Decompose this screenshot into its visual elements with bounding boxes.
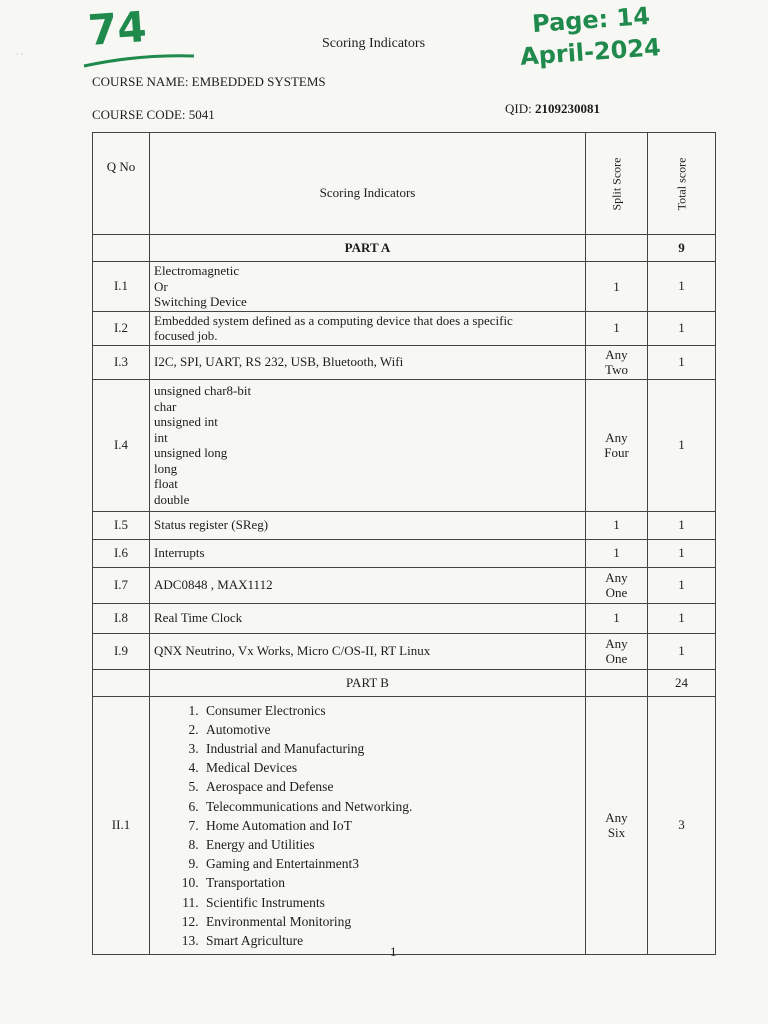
list-item: 4. Medical Devices (202, 758, 581, 777)
scoring-indicator (150, 311, 586, 345)
page-number: 1 (390, 944, 397, 959)
part-a-split-blank (586, 235, 648, 262)
header-total-label: Total score (674, 157, 689, 210)
scoring-indicator (150, 696, 586, 955)
list-item: 11. Scientific Instruments (202, 893, 581, 912)
indicator-line: focused job. (154, 328, 218, 343)
indicator-line: Status register (SReg) (154, 517, 269, 533)
split-line: Two (605, 362, 628, 377)
document-title: Scoring Indicators (322, 36, 426, 51)
list-item: 1. Consumer Electronics (202, 701, 581, 720)
list-item: 2. Automotive (202, 720, 581, 739)
question-number: I.7 (93, 567, 150, 603)
total-score: 1 (648, 262, 716, 312)
question-number: I.3 (93, 345, 150, 379)
handwritten-mark: 74 (86, 2, 149, 55)
indicator-line: unsigned int (154, 414, 218, 429)
total-score: 1 (648, 633, 716, 669)
mark-underline-stroke (80, 52, 200, 72)
scoring-table (92, 132, 716, 955)
indicator-line: unsigned long (154, 445, 228, 460)
indicator-line: Interrupts (154, 545, 205, 561)
question-number: I.8 (93, 603, 150, 633)
split-line: 1 (613, 278, 620, 294)
table-row (93, 567, 716, 603)
total-score: 3 (648, 696, 716, 955)
split-line: Any (605, 635, 628, 651)
part-a-blank (93, 235, 150, 262)
indicator-line: double (154, 491, 190, 507)
split-line: Any (605, 809, 628, 825)
scoring-indicator (150, 262, 586, 312)
scoring-indicator (150, 633, 586, 669)
split-score (586, 567, 648, 603)
question-number: I.2 (93, 311, 150, 345)
total-score: 1 (648, 539, 716, 567)
table-row (93, 262, 716, 312)
indicator-line: ADC0848 , MAX1112 (154, 577, 273, 593)
table-row (93, 379, 716, 511)
application-list (154, 701, 581, 951)
split-score (586, 633, 648, 669)
part-a-row (93, 235, 716, 262)
table-header-row (93, 133, 716, 235)
question-number: I.5 (93, 511, 150, 539)
indicator-line: Or (154, 278, 168, 294)
list-item: 8. Energy and Utilities (202, 835, 581, 854)
part-b-blank (93, 669, 150, 696)
course-code: COURSE CODE: 5041 (92, 107, 215, 122)
scoring-indicator (150, 539, 586, 567)
split-score (586, 262, 648, 312)
list-item: 3. Industrial and Manufacturing (202, 739, 581, 758)
split-score (586, 379, 648, 511)
total-score: 1 (648, 311, 716, 345)
indicator-line: Embedded system defined as a computing device that does a specific (154, 312, 513, 328)
split-line: One (605, 651, 628, 666)
question-number: II.1 (93, 696, 150, 955)
split-line: Four (604, 445, 629, 460)
scoring-indicator (150, 567, 586, 603)
part-b-split-blank (586, 669, 648, 696)
list-item: 7. Home Automation and IoT (202, 816, 581, 835)
handwritten-page-note: Page: 14 (531, 1, 651, 39)
split-score (586, 345, 648, 379)
indicator-line: long (154, 460, 178, 476)
list-item: 6. Telecommunications and Networking. (202, 797, 581, 816)
question-number: I.6 (93, 539, 150, 567)
split-line: 1 (613, 320, 620, 336)
total-score: 1 (648, 379, 716, 511)
split-line: Six (607, 825, 626, 841)
list-item: 12. Environmental Monitoring (202, 912, 581, 931)
indicator-line: char (154, 398, 177, 414)
split-score (586, 511, 648, 539)
header-split-label: Split Score (609, 157, 624, 210)
list-item: 10. Transportation (202, 873, 581, 892)
table-row (93, 696, 716, 955)
table-row (93, 511, 716, 539)
total-score: 1 (648, 511, 716, 539)
split-line: One (605, 585, 628, 600)
qid-value: 2109230081 (534, 101, 600, 116)
split-line: Any (605, 569, 628, 585)
scan-speck: · · (16, 50, 24, 59)
question-number: I.9 (93, 633, 150, 669)
question-number: I.4 (93, 379, 150, 511)
split-line: Any (605, 429, 628, 445)
qid (505, 101, 600, 117)
list-item: 5. Aerospace and Defense (202, 777, 581, 796)
split-line: 1 (613, 517, 620, 533)
scoring-indicator (150, 345, 586, 379)
course-name: COURSE NAME: EMBEDDED SYSTEMS (92, 74, 326, 89)
indicator-line: float (154, 476, 178, 491)
indicator-line: I2C, SPI, UART, RS 232, USB, Bluetooth, Wifi (154, 354, 404, 370)
indicator-line: Switching Device (154, 294, 247, 309)
total-score: 1 (648, 603, 716, 633)
table-row (93, 539, 716, 567)
indicator-line: unsigned char8-bit (154, 383, 252, 398)
question-number: I.1 (93, 262, 150, 312)
part-b-total: 24 (648, 669, 716, 696)
indicator-line: Electromagnetic (154, 263, 240, 278)
scoring-indicator (150, 603, 586, 633)
split-line: Any (605, 346, 628, 362)
table-row (93, 345, 716, 379)
part-b-row (93, 669, 716, 696)
list-item: 9. Gaming and Entertainment3 (202, 854, 581, 873)
table-row (93, 603, 716, 633)
part-a-label: PART A (150, 235, 586, 262)
handwritten-date-note: April-2024 (519, 33, 662, 71)
split-score (586, 311, 648, 345)
qid-label: QID: (505, 101, 532, 116)
header-qno: Q No (93, 133, 150, 235)
table-row (93, 633, 716, 669)
table-row (93, 311, 716, 345)
header-indicators: Scoring Indicators (150, 133, 586, 235)
split-score (586, 603, 648, 633)
total-score: 1 (648, 567, 716, 603)
scoring-indicator (150, 511, 586, 539)
indicator-line: Real Time Clock (154, 610, 243, 626)
list-item: 13. Smart Agriculture (202, 931, 581, 950)
total-score: 1 (648, 345, 716, 379)
indicator-line: int (154, 429, 168, 445)
indicator-line: QNX Neutrino, Vx Works, Micro C/OS-II, RT Linux (154, 643, 431, 659)
header-total-score (648, 133, 716, 235)
split-score (586, 539, 648, 567)
split-line: 1 (613, 545, 620, 561)
split-line: 1 (613, 610, 620, 626)
part-a-total: 9 (648, 235, 716, 262)
scoring-indicator (150, 379, 586, 511)
split-score (586, 696, 648, 955)
header-split-score (586, 133, 648, 235)
part-b-label: PART B (150, 669, 586, 696)
